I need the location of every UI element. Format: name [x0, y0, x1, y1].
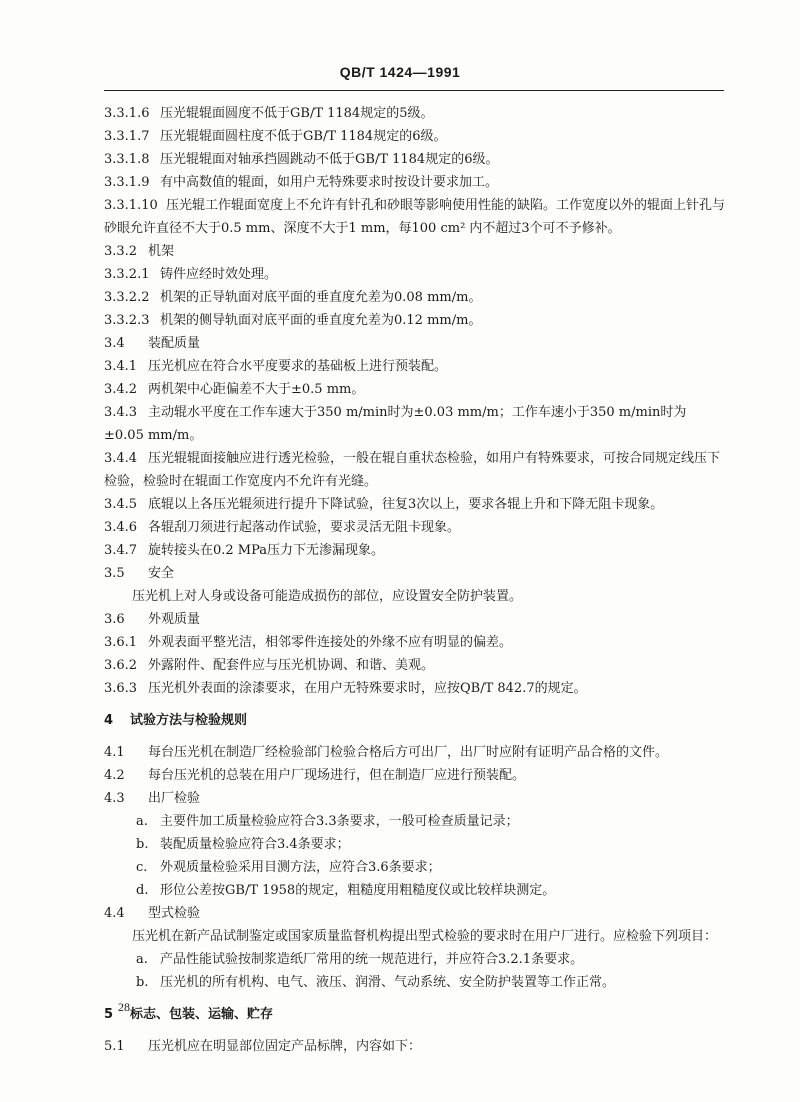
clause-number: 3.3.1.10	[104, 198, 158, 213]
clause-number: 3.3.1.8	[104, 152, 150, 167]
list-marker: b.	[136, 975, 149, 990]
clause-text: 有中高数值的辊面，如用户无特殊要求时按设计要求加工。	[160, 175, 499, 190]
clause-text: 压光机应在符合水平度要求的基础板上进行预装配。	[148, 359, 448, 374]
clause	[104, 125, 726, 148]
clause-heading	[104, 608, 726, 631]
clause-text: 装配质量	[148, 336, 201, 351]
list-item	[136, 879, 726, 902]
clause-number: 4.3	[104, 791, 125, 806]
section-title: 标志、包装、运输、贮存	[130, 1007, 274, 1022]
clause-number: 3.4	[104, 336, 125, 351]
clause	[104, 378, 726, 401]
clause-number: 4.1	[104, 745, 125, 760]
list-text: 装配质量检验应符合3.4条要求；	[160, 837, 350, 852]
clause-number: 3.5	[104, 566, 125, 581]
clause-text: 压光辊辊面接触应进行透光检验，一般在辊自重状态检验，如用户有特殊要求，可按合同规定线压下检验，检验时在辊面工作宽度内不允许有光缝。	[104, 451, 721, 489]
clause-number: 3.4.2	[104, 382, 138, 397]
clause-number: 5.1	[104, 1039, 125, 1054]
clause	[104, 516, 726, 539]
list-text: 外观质量检验采用目测方法，应符合3.6条要求；	[160, 860, 441, 875]
clause	[104, 263, 726, 286]
clause-number: 3.3.1.9	[104, 175, 150, 190]
clause-text: 外观质量	[148, 612, 201, 627]
clause-number: 4.4	[104, 906, 125, 921]
type-test-list	[104, 948, 726, 994]
clause-heading	[104, 562, 726, 585]
clause-number: 3.3.2.3	[104, 313, 150, 328]
clause	[104, 447, 726, 493]
clause-text: 铸件应经时效处理。	[160, 267, 278, 282]
clause	[104, 102, 726, 125]
clause-text: 各辊刮刀须进行起落动作试验，要求灵活无阻卡现象。	[148, 520, 461, 535]
clause	[104, 493, 726, 516]
clause-text: 主动辊水平度在工作车速大于350 m/min时为±0.03 mm/m；工作车速小于350 m/min时为±0.05 mm/m。	[104, 405, 687, 443]
clause-text: 外露附件、配套件应与压光机协调、和谐、美观。	[148, 658, 435, 673]
clause	[104, 286, 726, 309]
list-item	[136, 948, 726, 971]
clause-number: 3.6.3	[104, 681, 138, 696]
clause-text: 底辊以上各压光辊须进行提升下降试验，往复3次以上，要求各辊上升和下降无阻卡现象。	[148, 497, 664, 512]
clause-number: 3.4.3	[104, 405, 138, 420]
clause-text: 外观表面平整光洁，相邻零件连接处的外缘不应有明显的偏差。	[148, 635, 513, 650]
clause	[104, 654, 726, 677]
list-marker: d.	[136, 883, 149, 898]
section-title: 试验方法与检验规则	[130, 713, 248, 728]
clause-text: 出厂检验	[148, 791, 201, 806]
clause-number: 3.3.2	[104, 244, 138, 259]
clause	[104, 355, 726, 378]
clause-text: 机架的侧导轨面对底平面的垂直度允差为0.12 mm/m。	[160, 313, 482, 328]
list-item	[136, 856, 726, 879]
clause-text: 机架	[148, 244, 175, 259]
clause-text: 压光机外表面的涂漆要求，在用户无特殊要求时，应按QB/T 842.7的规定。	[148, 681, 587, 696]
clause-number: 3.3.2.1	[104, 267, 150, 282]
clause-heading	[104, 902, 726, 925]
clause-number: 3.4.1	[104, 359, 138, 374]
clause-number: 3.4.6	[104, 520, 138, 535]
clause-number: 3.4.4	[104, 451, 138, 466]
clause	[104, 194, 726, 240]
clause	[104, 148, 726, 171]
list-text: 主要件加工质量检验应符合3.3条要求，一般可检查质量记录；	[160, 814, 519, 829]
clause-number: 3.3.1.6	[104, 106, 150, 121]
clause-heading	[104, 332, 726, 355]
list-text: 压光机的所有机构、电气、液压、润滑、气动系统、安全防护装置等工作正常。	[160, 975, 616, 990]
clause	[104, 741, 726, 764]
clause-heading	[104, 787, 726, 810]
clause-text: 压光辊工作辊面宽度上不允许有针孔和砂眼等影响使用性能的缺陷。工作宽度以外的辊面上针孔与砂眼允许直径不大于0.5 mm、深度不大于1 mm，每100 cm² 内不超过3个可不予修补。	[104, 198, 726, 236]
clause	[104, 401, 726, 447]
clause-number: 3.4.7	[104, 543, 138, 558]
section-number: 4	[104, 713, 114, 728]
list-item	[136, 810, 726, 833]
list-marker: b.	[136, 837, 149, 852]
clause-text: 压光辊辊面对轴承挡圆跳动不低于GB/T 1184规定的6级。	[160, 152, 499, 167]
clause-text: 压光辊辊面圆柱度不低于GB/T 1184规定的6级。	[160, 129, 447, 144]
inspection-list	[104, 810, 726, 902]
clause-text: 压光辊辊面圆度不低于GB/T 1184规定的5级。	[160, 106, 434, 121]
clause-number: 4.2	[104, 768, 125, 783]
document-body	[104, 102, 726, 1058]
section-heading	[104, 1003, 726, 1026]
list-text: 形位公差按GB/T 1958的规定，粗糙度用粗糙度仪或比较样块测定。	[160, 883, 556, 898]
list-marker: a.	[136, 814, 148, 829]
clause-heading	[104, 240, 726, 263]
clause-paragraph: 压光机在新产品试制鉴定或国家质量监督机构提出型式检验的要求时在用户厂进行。应检验下列项目：	[132, 929, 718, 944]
clause-text: 每台压光机在制造厂经检验部门检验合格后方可出厂，出厂时应附有证明产品合格的文件。	[148, 745, 669, 760]
clause-text: 每台压光机的总装在用户厂现场进行，但在制造厂应进行预装配。	[148, 768, 526, 783]
clause-paragraph: 压光机上对人身或设备可能造成损伤的部位，应设置安全防护装置。	[132, 589, 523, 604]
list-text: 产品性能试验按制浆造纸厂常用的统一规范进行，并应符合3.2.1条要求。	[160, 952, 584, 967]
clause	[104, 677, 726, 700]
clause	[104, 539, 726, 562]
clause	[104, 1035, 726, 1058]
clause-text: 两机架中心距偏差不大于±0.5 mm。	[148, 382, 365, 397]
list-marker: c.	[136, 860, 148, 875]
clause-number: 3.3.1.7	[104, 129, 150, 144]
list-marker: a.	[136, 952, 148, 967]
section-heading	[104, 709, 726, 732]
list-item	[136, 833, 726, 856]
clause-text: 型式检验	[148, 906, 201, 921]
clause-number: 3.6.1	[104, 635, 138, 650]
clause	[104, 309, 726, 332]
clause-number: 3.4.5	[104, 497, 138, 512]
clause-text: 旋转接头在0.2 MPa压力下无渗漏现象。	[148, 543, 385, 558]
clause-number: 3.6	[104, 612, 125, 627]
header-rule	[104, 90, 724, 91]
page-header: QB/T 1424—1991	[339, 64, 461, 80]
clause-text: 安全	[148, 566, 175, 581]
section-number: 5	[104, 1007, 114, 1022]
clause	[104, 631, 726, 654]
page-number: 28	[118, 1000, 130, 1014]
clause-number: 3.6.2	[104, 658, 138, 673]
clause-number: 3.3.2.2	[104, 290, 150, 305]
clause	[104, 171, 726, 194]
clause-text: 机架的正导轨面对底平面的垂直度允差为0.08 mm/m。	[160, 290, 482, 305]
clause	[104, 764, 726, 787]
list-item	[136, 971, 726, 994]
clause-text: 压光机应在明显部位固定产品标牌，内容如下：	[148, 1039, 422, 1054]
